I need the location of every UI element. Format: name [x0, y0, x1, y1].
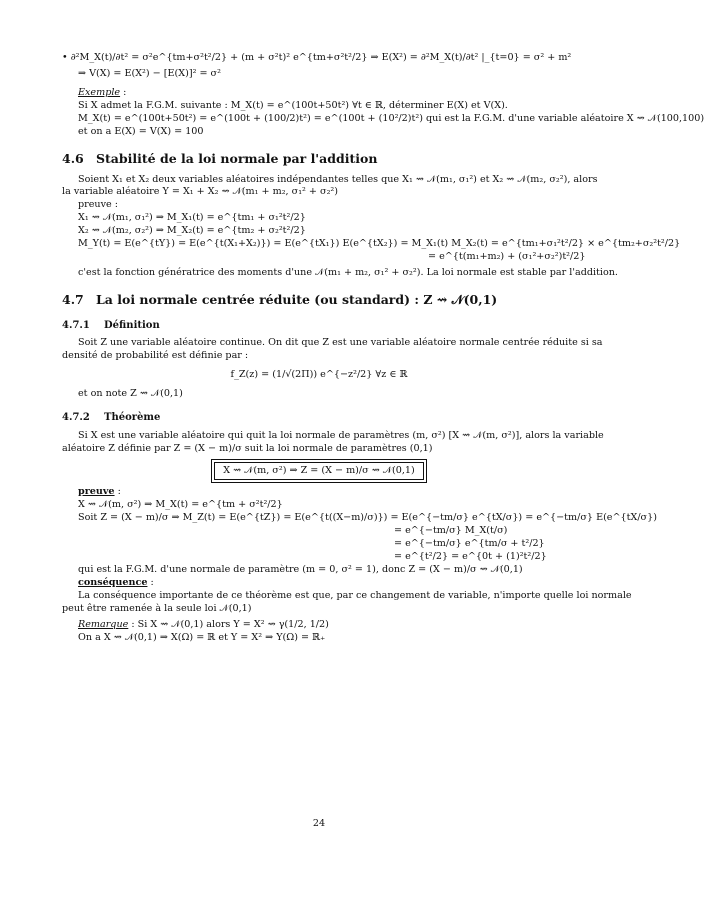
- subsection-heading-4-7-1: [62, 319, 576, 333]
- variance-result: ⇒ V(X) = E(X²) − [E(X)]² = σ²: [78, 67, 221, 79]
- theorem-box-row: [62, 462, 576, 481]
- mgf-y-result: = e^{t(m₁+m₂) + (σ₁²+σ₂²)t²/2}: [428, 251, 586, 263]
- notation-line: et on note Z ⇝ 𝒩(0,1): [78, 388, 183, 400]
- second-moment-derivation: • ∂²M_X(t)/∂t² = σ²e^{tm+σ²t²/2} + (m + σ²t)² e^{tm+σ²t²/2} ⇒ E(X²) = ∂²M_X(t)/∂t² |_{t=0} = σ² + m²: [62, 52, 572, 63]
- definition-text-cont: densité de probabilité est définie par :: [62, 350, 249, 362]
- mgf-z: Soit Z = (X − m)/σ ⇒ M_Z(t) = E(e^{tZ}) = E(e^{t((X−m)/σ)}) = E(e^{−tm/σ} e^{tX/σ}) = e^{−tm/σ} E(e^{tX/σ}): [78, 512, 657, 524]
- subsection-number: 4.7.1: [62, 319, 90, 331]
- theorem-statement: Si X est une variable aléatoire qui quit la loi normale de paramètres (m, σ²) [X ⇝ 𝒩(m, σ²)], alors la variable: [78, 429, 604, 441]
- support-line: On a X ⇝ 𝒩(0,1) ⇒ X(Ω) = ℝ et Y = X² ⇒ Y(Ω) = ℝ₊: [78, 631, 326, 643]
- proof-label: preuve :: [78, 199, 118, 211]
- section-number: 4.6: [62, 150, 84, 166]
- density-formula: f_Z(z) = (1/√(2Π)) e^{−z²/2} ∀z ∈ ℝ: [230, 369, 408, 381]
- mgf-z-step-4: = e^{t²/2} = e^{0t + (1)²t²/2}: [394, 551, 547, 563]
- mgf-z-step-2: = e^{−tm/σ} M_X(t/σ): [394, 525, 508, 537]
- subsection-title: Théorème: [104, 412, 161, 424]
- subsection-number: 4.7.2: [62, 412, 90, 424]
- section-number: 4.7: [62, 292, 84, 307]
- example-label: Exemple: [78, 86, 121, 98]
- stability-statement-cont: la variable aléatoire Y = X₁ + X₂ ⇝ 𝒩(m₁ + m₂, σ₁² + σ₂²): [62, 186, 339, 198]
- mgf-x2: X₂ ⇝ 𝒩(m₂, σ₂²) ⇒ M_X₂(t) = e^{tm₂ + σ₂²t²/2}: [78, 225, 306, 237]
- mgf-x1: X₁ ⇝ 𝒩(m₁, σ₁²) ⇒ M_X₁(t) = e^{tm₁ + σ₁²t²/2}: [78, 212, 306, 224]
- example-heading: [62, 87, 576, 100]
- example-colon: :: [120, 86, 127, 98]
- stability-statement: Soient X₁ et X₂ deux variables aléatoires indépendantes telles que X₁ ⇝ 𝒩(m₁, σ₁²) et X₂ ⇝ 𝒩(m₂, σ₂²), alors: [78, 173, 598, 185]
- page-number: 24: [312, 818, 326, 829]
- remark-line: [62, 619, 576, 632]
- remark-label: Remarque: [78, 618, 129, 630]
- consequence-colon: :: [147, 577, 154, 588]
- consequence-text: La conséquence importante de ce théorème est que, par ce changement de variable, n'importe quelle loi normale: [78, 589, 632, 601]
- section-heading-4-6: [62, 151, 576, 168]
- stability-conclusion: c'est la fonction génératrice des moments d'une 𝒩(m₁ + m₂, σ₁² + σ₂²). La loi normale est stable par l'addition.: [78, 267, 618, 279]
- subsection-heading-4-7-2: [62, 411, 576, 425]
- example-statement: Si X admet la F.G.M. suivante : M_X(t) = e^(100t+50t²) ∀t ∈ ℝ, déterminer E(X) et V(X).: [78, 99, 508, 111]
- example-solution: M_X(t) = e^(100t+50t²) = e^(100t + (100/2)t²) = e^(100t + (10²/2)t²) qui est la F.G.M. d'une variable aléatoire X ⇝ 𝒩(100,100): [78, 112, 704, 124]
- consequence-text-cont: peut être ramenée à la seule loi 𝒩(0,1): [62, 602, 252, 614]
- section-title: Stabilité de la loi normale par l'addition: [96, 150, 378, 166]
- mgf-z-step-3: = e^{−tm/σ} e^{tm/σ + t²/2}: [394, 538, 545, 550]
- section-title: La loi normale centrée réduite (ou standard) : Z ⇝ 𝒩(0,1): [96, 292, 498, 307]
- remark-text: : Si X ⇝ 𝒩(0,1) alors Y = X² ⇝ γ(1/2, 1/2): [128, 618, 329, 630]
- proof-conclusion: qui est la F.G.M. d'une normale de paramètre (m = 0, σ² = 1), donc Z = (X − m)/σ ⇝ 𝒩(0,1): [78, 564, 523, 576]
- consequence-label: conséquence: [78, 577, 148, 588]
- proof-label: preuve: [78, 486, 115, 498]
- section-heading-4-7: [62, 292, 576, 309]
- subsection-title: Définition: [104, 319, 160, 331]
- definition-text: Soit Z une variable aléatoire continue. On dit que Z est une variable aléatoire normale centrée réduite si sa: [78, 337, 603, 349]
- theorem-statement-cont: aléatoire Z définie par Z = (X − m)/σ suit la loi normale de paramètres (0,1): [62, 442, 433, 454]
- example-result: et on a E(X) = V(X) = 100: [78, 125, 204, 137]
- mgf-x: X ⇝ 𝒩(m, σ²) ⇒ M_X(t) = e^{tm + σ²t²/2}: [78, 499, 283, 511]
- consequence-heading: [62, 577, 576, 590]
- proof-heading: [62, 486, 576, 499]
- mgf-y: M_Y(t) = E(e^{tY}) = E(e^{t(X₁+X₂)}) = E(e^{tX₁}) E(e^{tX₂}) = M_X₁(t) M_X₂(t) = e^{tm₁+σ₁²t²/2} × e^{tm₂+σ₂²t²/2}: [78, 238, 681, 250]
- theorem-boxed-formula: X ⇝ 𝒩(m, σ²) ⇒ Z = (X − m)/σ ⇝ 𝒩(0,1): [214, 462, 424, 481]
- proof-colon: :: [114, 486, 121, 498]
